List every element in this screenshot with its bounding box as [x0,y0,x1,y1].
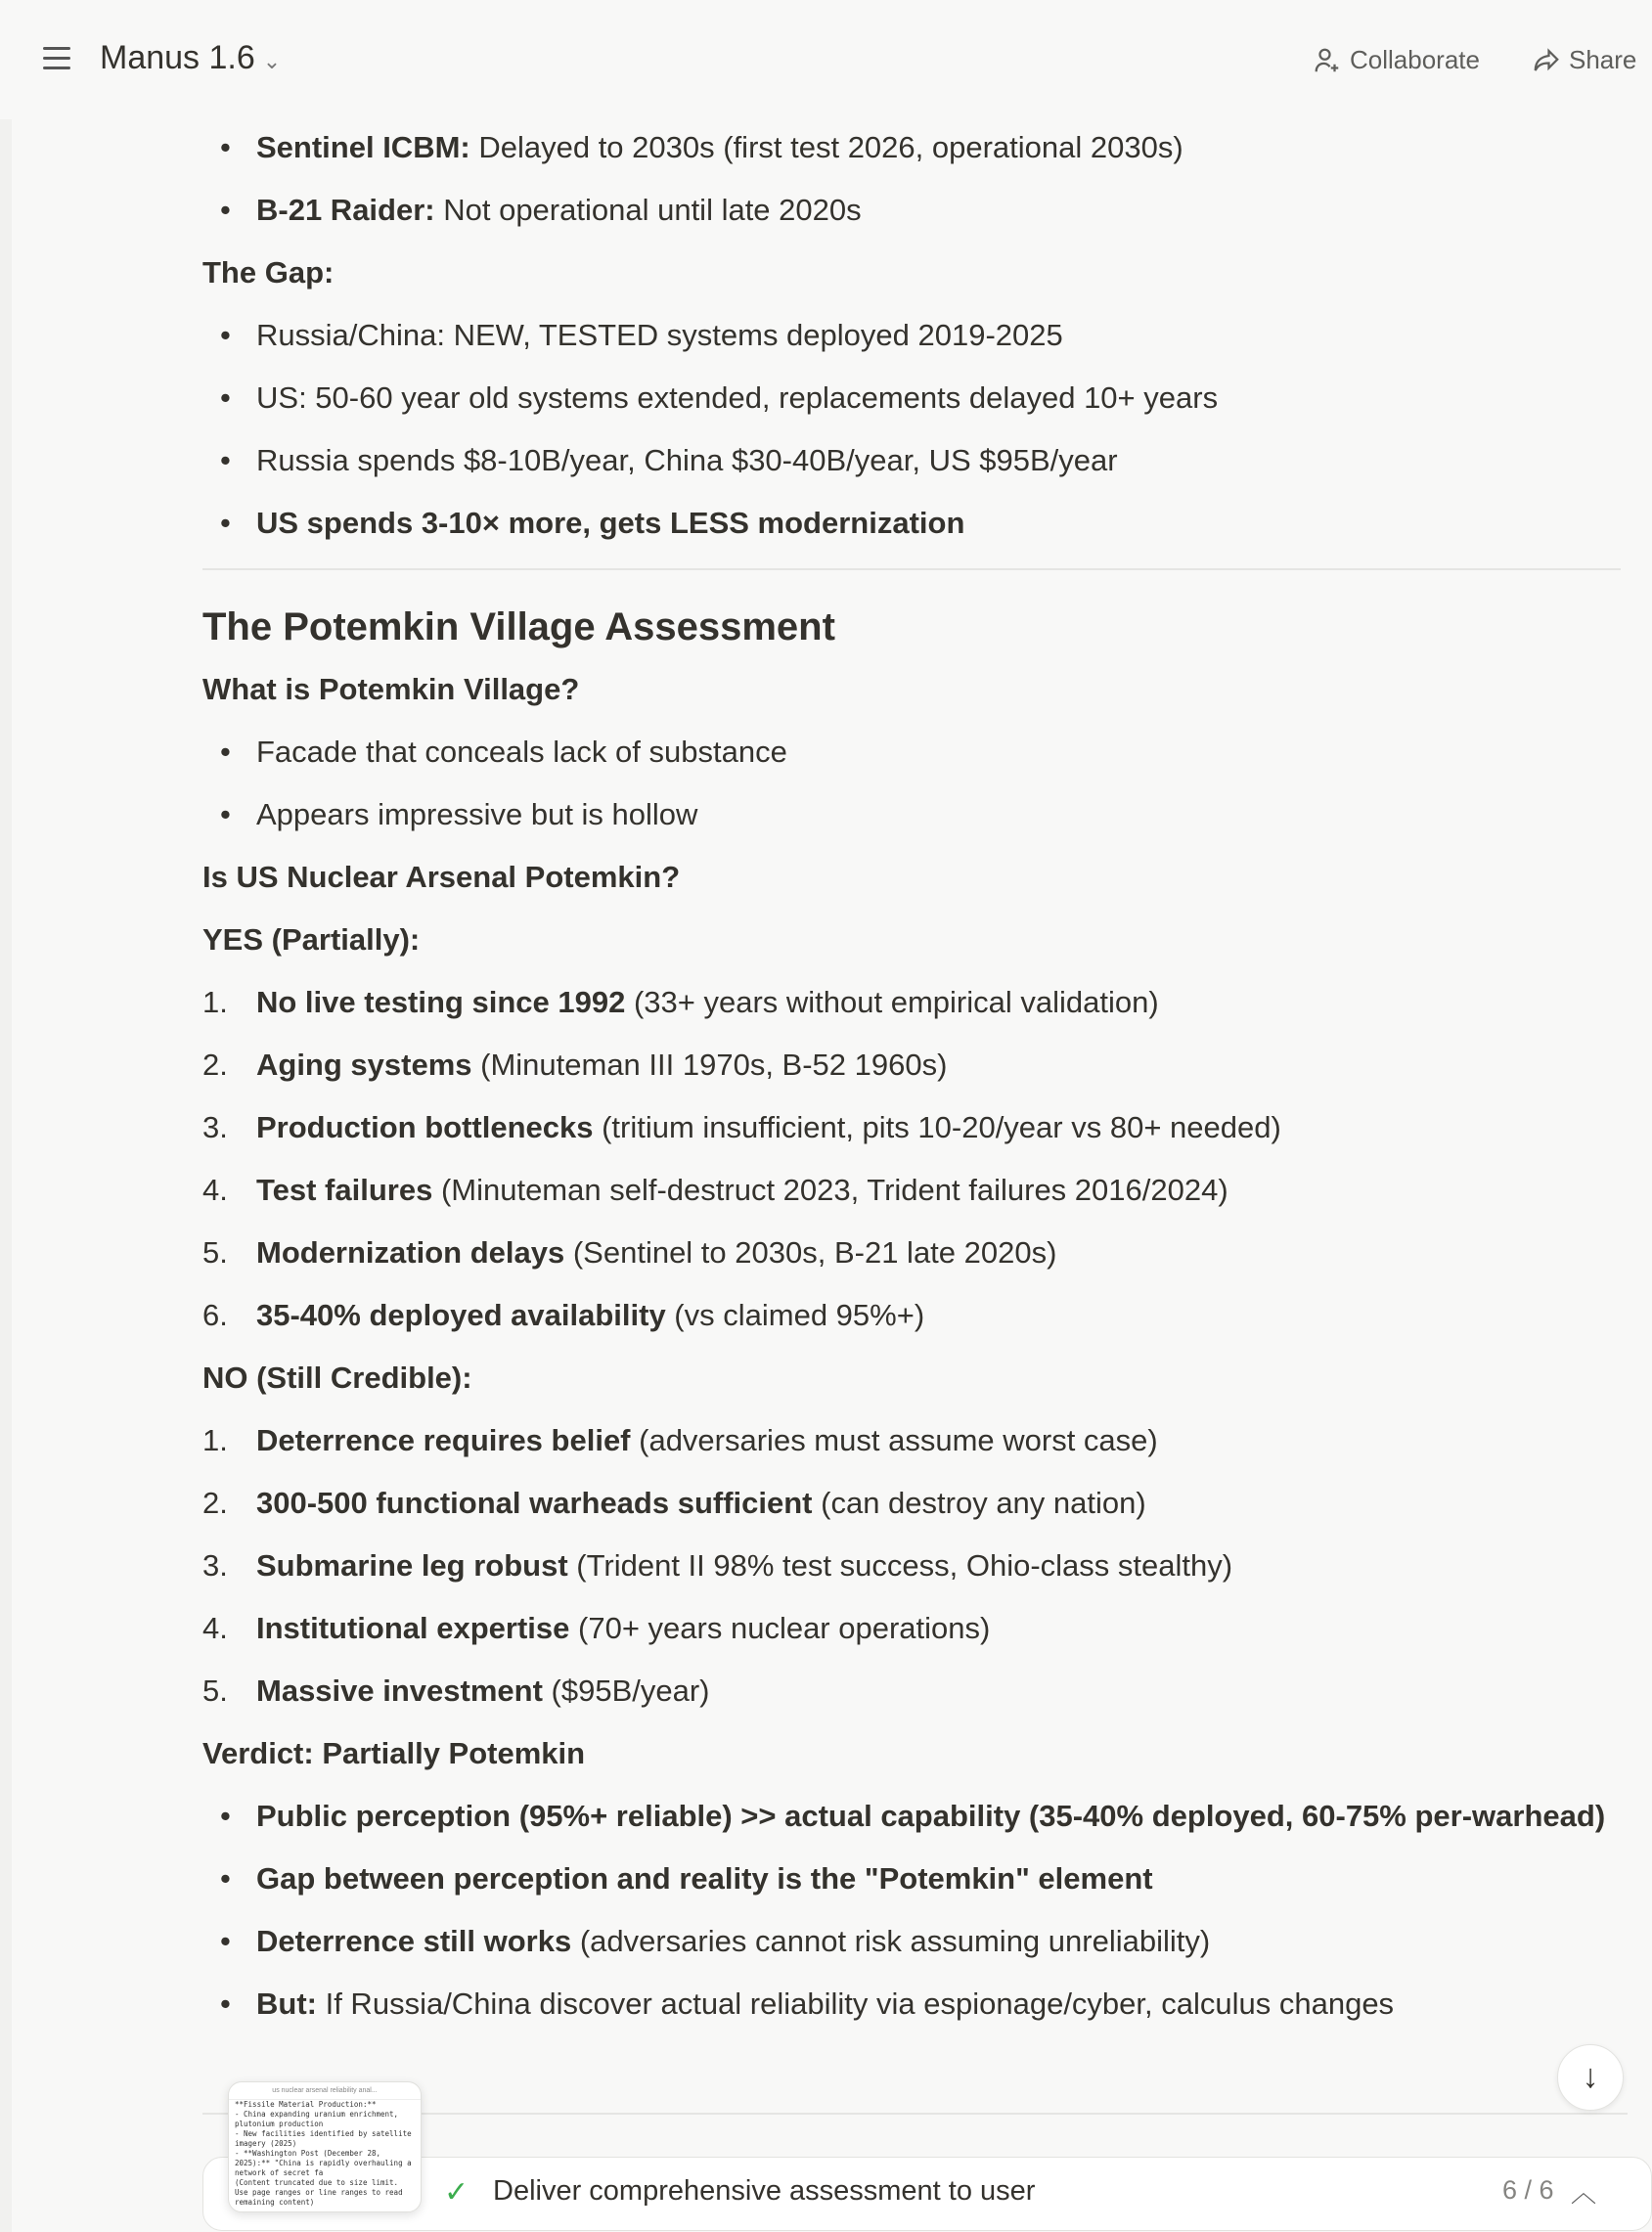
list-item [202,1848,1621,1910]
numbered-item [202,971,1621,1034]
item-number: 2. [202,1486,228,1520]
item-text: (adversaries must assume worst case) [630,1423,1158,1457]
subheading-what: What is Potemkin Village? [202,672,580,706]
task-progress: 6 / 6 [1502,2175,1554,2205]
item-bold-text: Aging systems [256,1048,472,1082]
list-item [202,783,1621,846]
numbered-item [202,1222,1621,1284]
list-item [202,429,1621,492]
numbered-item [202,1535,1621,1597]
bullet: • [220,1861,231,1896]
section-title: The Potemkin Village Assessment [202,605,835,648]
list-item [202,1910,1621,1973]
item-text: (33+ years without empirical validation) [625,985,1159,1019]
numbered-item [202,1284,1621,1347]
subheading-question: Is US Nuclear Arsenal Potemkin? [202,860,681,894]
item-bold-text: Test failures [256,1173,433,1207]
item-text: Delayed to 2030s (first test 2026, operational 2030s) [469,130,1183,164]
item-bold-text: 300-500 functional warheads sufficient [256,1486,813,1520]
subheading-gap: The Gap: [202,255,335,290]
bullet: • [220,797,231,831]
item-bold-text: Production bottlenecks [256,1110,594,1144]
chevron-down-icon: ⌄ [262,49,282,73]
item-text: Russia spends $8-10B/year, China $30-40B/year, US $95B/year [256,443,1118,477]
bullet: • [220,130,231,164]
numbered-item [202,1159,1621,1222]
item-bold-text: Institutional expertise [256,1611,570,1645]
list-item [202,179,1621,242]
item-text: (tritium insufficient, pits 10-20/year vs 80+ needed) [593,1110,1281,1144]
item-bold-text: Public perception (95%+ reliable) >> actual capability (35-40% deployed, 60-75% per-warhead) [256,1799,1606,1833]
thumbnail-text: **Fissile Material Production:** - China expanding uranium enrichment, plutonium production - New facilities identified by satellite imagery (2025) - **Washington Post (December 28, 2025):** "China is rapidly overhauling a network of secret fa (Content truncated due to size limit. Use page ranges or line ranges to read remaining content) [235,2100,412,2207]
item-bold-text: But: [256,1986,317,2021]
numbered-item [202,1472,1621,1535]
numbered-item [202,1597,1621,1660]
thumbnail-title: us nuclear arsenal reliability anal... [229,2082,421,2100]
arrow-down-icon: ↓ [1582,2058,1599,2095]
menu-icon[interactable] [43,47,70,70]
model-selector[interactable] [100,39,281,77]
item-text: Not operational until late 2020s [434,193,862,227]
task-label: Deliver comprehensive assessment to user [493,2175,1036,2207]
item-number: 3. [202,1110,228,1144]
item-number: 4. [202,1173,228,1207]
list-item [202,1973,1621,2035]
item-number: 6. [202,1298,228,1332]
item-bold-text: Deterrence still works [256,1924,572,1958]
item-text: If Russia/China discover actual reliability via espionage/cyber, calculus changes [316,1986,1395,2021]
item-bold-text: 35-40% deployed availability [256,1298,666,1332]
bullet: • [220,443,231,477]
chevron-up-icon[interactable]: ︿ [1571,2178,1597,2208]
item-text: ($95B/year) [542,1674,710,1708]
item-text: US: 50-60 year old systems extended, replacements delayed 10+ years [256,380,1219,415]
item-bold-text: Submarine leg robust [256,1548,568,1583]
share-label: Share [1569,45,1637,74]
list-item [202,492,1621,555]
numbered-item [202,1096,1621,1159]
list-item [202,721,1621,783]
numbered-item [202,1034,1621,1096]
item-text: (Minuteman III 1970s, B-52 1960s) [471,1048,948,1082]
item-bold-text: Gap between perception and reality is the "Potemkin" element [256,1861,1153,1896]
bullet: • [220,506,231,540]
item-number: 1. [202,1423,228,1457]
item-bold-text: US spends 3-10× more, gets LESS modernization [256,506,965,540]
item-bold-text: No live testing since 1992 [256,985,626,1019]
share-button[interactable] [1532,45,1636,75]
list-item [202,1785,1621,1848]
subheading-yes: YES (Partially): [202,922,421,957]
bullet: • [220,193,231,227]
item-number: 1. [202,985,228,1019]
item-text: (adversaries cannot risk assuming unreliability) [571,1924,1211,1958]
top-bar [0,0,1637,119]
item-bold-text: Sentinel ICBM: [256,130,470,164]
item-bold-text: Deterrence requires belief [256,1423,631,1457]
bullet: • [220,380,231,415]
item-number: 3. [202,1548,228,1583]
collaborate-label: Collaborate [1350,45,1480,74]
list-item [202,367,1621,429]
bullet: • [220,1799,231,1833]
item-text: (can destroy any nation) [812,1486,1146,1520]
item-text: (70+ years nuclear operations) [569,1611,991,1645]
item-text: (Trident II 98% test success, Ohio-class stealthy) [567,1548,1233,1583]
item-bold-text: Modernization delays [256,1235,565,1270]
item-text: Facade that conceals lack of substance [256,735,787,769]
numbered-item [202,1660,1621,1722]
subheading-no: NO (Still Credible): [202,1361,472,1395]
list-item [202,304,1621,367]
sidebar-edge [0,0,12,2232]
bullet: • [220,1924,231,1958]
list-item [202,116,1621,179]
item-text: (Minuteman self-destruct 2023, Trident failures 2016/2024) [432,1173,1228,1207]
share-icon [1532,46,1561,75]
numbered-item [202,1409,1621,1472]
add-user-icon [1313,46,1342,75]
item-text: (vs claimed 95%+) [665,1298,925,1332]
computer-preview-thumbnail[interactable] [228,2081,422,2212]
message-content [202,54,1621,2035]
collaborate-button[interactable] [1313,45,1480,75]
item-number: 5. [202,1235,228,1270]
bullet: • [220,735,231,769]
model-name: Manus 1.6 [100,39,255,76]
subheading-verdict: Verdict: Partially Potemkin [202,1736,586,1770]
item-number: 4. [202,1611,228,1645]
item-number: 2. [202,1048,228,1082]
check-icon: ✓ [444,2176,469,2209]
scroll-down-button[interactable] [1557,2044,1624,2111]
bullet: • [220,1986,231,2021]
item-text: Russia/China: NEW, TESTED systems deployed 2019-2025 [256,318,1063,352]
item-bold-text: B-21 Raider: [256,193,435,227]
item-text: (Sentinel to 2030s, B-21 late 2020s) [564,1235,1057,1270]
item-number: 5. [202,1674,228,1708]
bullet: • [220,318,231,352]
item-bold-text: Massive investment [256,1674,543,1708]
item-text: Appears impressive but is hollow [256,797,698,831]
